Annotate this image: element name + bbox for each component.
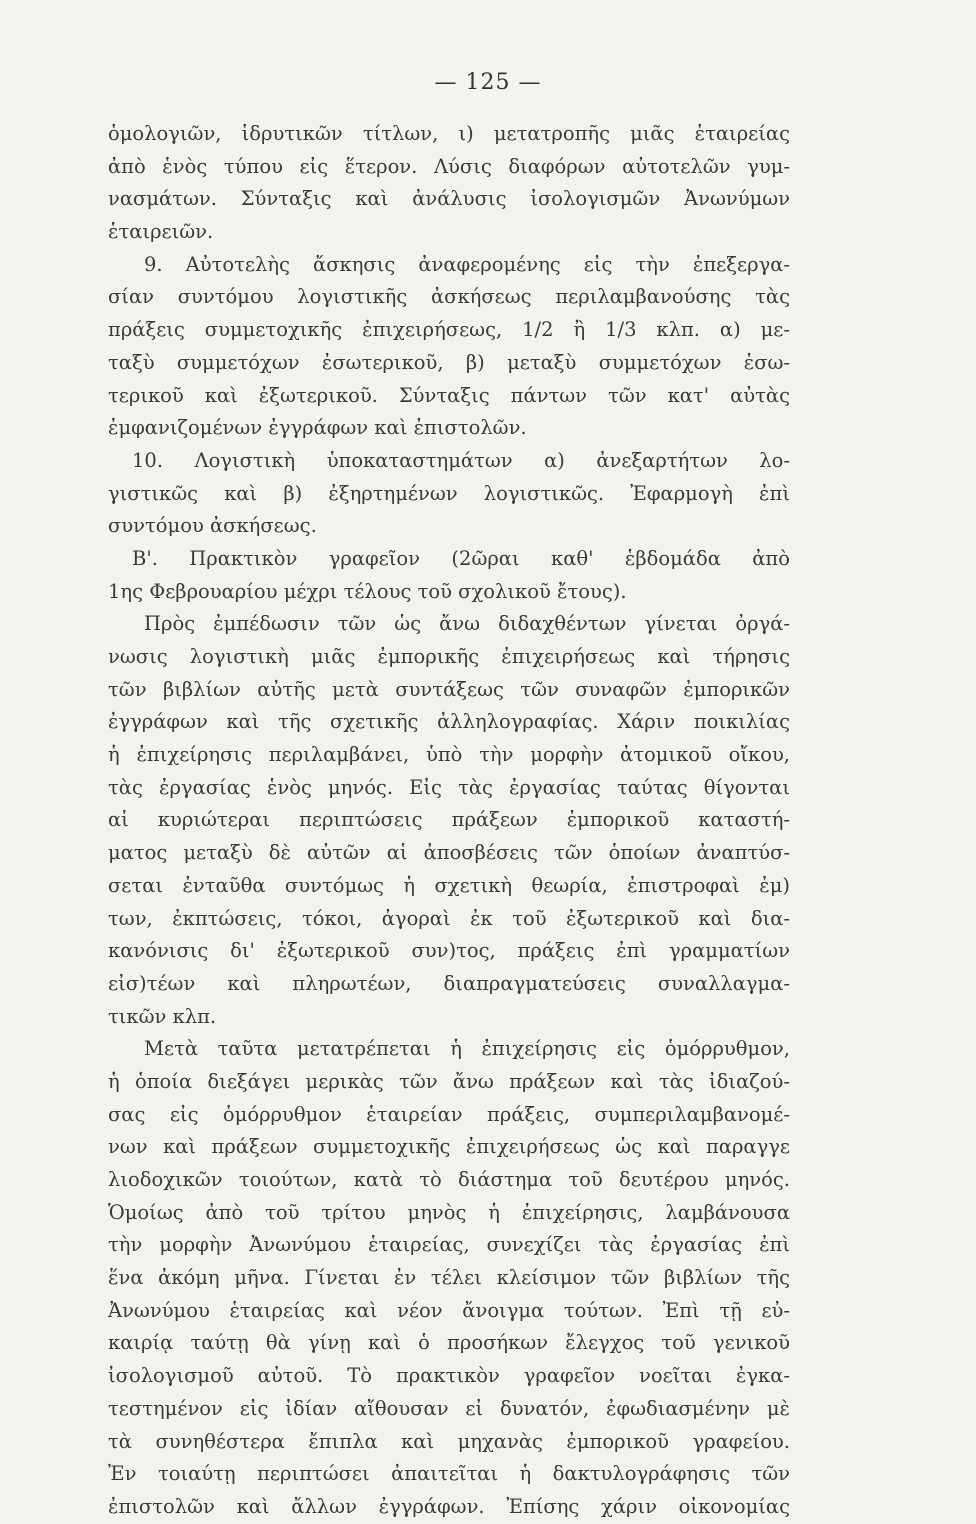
text-line: τεστημένον εἰς ἰδίαν αἴθουσαν εἰ δυνατόν, ἐφωδιασμένην μὲ — [108, 1396, 790, 1420]
text-line: σας εἰς ὁμόρρυθμον ἑταιρείαν πράξεις, συμπεριλαμβανομέ- — [108, 1102, 790, 1126]
text-line: ὁμολογιῶν, ἱδρυτικῶν τίτλων, ι) μετατροπῆς μιᾶς ἑταιρείας — [108, 122, 790, 145]
text-line: ἐπιστολῶν καὶ ἄλλων ἐγγράφων. Ἐπίσης χάριν οἰκονομίας — [108, 1494, 790, 1518]
text-line: των, ἐκπτώσεις, τόκοι, ἀγοραὶ ἐκ τοῦ ἐξωτερικοῦ καὶ δια- — [108, 906, 790, 930]
text-line: ἰσολογισμοῦ αὐτοῦ. Τὸ πρακτικὸν γραφεῖον νοεῖται ἐγκα- — [108, 1364, 790, 1388]
text-line: 10. Λογιστικὴ ὑποκαταστημάτων α) ἀνεξαρτήτων λο- — [132, 448, 790, 472]
text-line: νωσις λογιστικὴ μιᾶς ἐμπορικῆς ἐπιχειρήσεως καὶ τήρησις — [108, 645, 790, 668]
text-line: ἑταιρειῶν. — [108, 220, 214, 244]
text-line: σεται ἐνταῦθα συντόμως ἡ σχετικὴ θεωρία, ἐπιστροφαὶ ἐμ) — [108, 873, 790, 897]
text-line: αἱ κυριώτεραι περιπτώσεις πράξεων ἐμπορικοῦ καταστή- — [108, 808, 790, 832]
text-line: Ἀνωνύμου ἑταιρείας καὶ νέον ἄνοιγμα τούτων. Ἐπὶ τῇ εὐ- — [108, 1298, 790, 1322]
text-line: γιστικῶς καὶ β) ἐξηρτημένων λογιστικῶς. Ἐφαρμογὴ ἐπὶ — [108, 481, 790, 505]
text-line: τῶν βιβλίων αὐτῆς μετὰ συντάξεως τῶν συναφῶν ἐμπορικῶν — [108, 677, 790, 701]
text-line: πράξεις συμμετοχικῆς ἐπιχειρήσεως, 1/2 ἢ 1/3 κλπ. α) με- — [108, 318, 790, 342]
text-line: Β'. Πρακτικὸν γραφεῖον (2ῶραι καθ' ἑβδομάδα ἀπὸ — [132, 546, 790, 570]
text-line: Ἐν τοιαύτῃ περιπτώσει ἀπαιτεῖται ἡ δακτυλογράφησις τῶν — [108, 1462, 790, 1486]
text-line: εἰσ)τέων καὶ πληρωτέων, διαπραγματεύσεις συναλλαγμα- — [108, 971, 790, 995]
text-line: ἐμφανιζομένων ἐγγράφων καὶ ἐπιστολῶν. — [108, 416, 527, 440]
text-line: ἡ ὁποία διεξάγει μερικὰς τῶν ἄνω πράξεων καὶ τὰς ἰδιαζού- — [108, 1069, 790, 1093]
text-line: λιοδοχικῶν τοιούτων, κατὰ τὸ διάστημα τοῦ δευτέρου μηνός. — [108, 1168, 790, 1191]
page-number: — 125 — — [434, 70, 542, 95]
text-line: ἡ ἐπιχείρησις περιλαμβάνει, ὑπὸ τὴν μορφὴν ἀτομικοῦ οἴκου, — [108, 743, 790, 767]
body-text — [108, 118, 790, 1524]
text-line: τερικοῦ καὶ ἐξωτερικοῦ. Σύνταξις πάντων τῶν κατ' αὐτὰς — [108, 383, 790, 407]
text-line: συντόμου ἀσκήσεως. — [108, 514, 317, 538]
text-line: νων καὶ πράξεων συμμετοχικῆς ἐπιχειρήσεως ὡς καὶ παραγγε — [108, 1135, 790, 1159]
text-line: ἕνα ἀκόμη μῆνα. Γίνεται ἐν τέλει κλείσιμον τῶν βιβλίων τῆς — [108, 1266, 790, 1290]
text-line: καιρίᾳ ταύτῃ θὰ γίνῃ καὶ ὁ προσήκων ἔλεγχος τοῦ γενικοῦ — [108, 1331, 790, 1355]
text-line: τὴν μορφὴν Ἀνωνύμου ἑταιρείας, συνεχίζει τὰς ἐργασίας ἐπὶ — [108, 1233, 790, 1257]
text-line: Ὁμοίως ἀπὸ τοῦ τρίτου μηνὸς ἡ ἐπιχείρησις, λαμβάνουσα — [108, 1200, 790, 1224]
text-line: κανόνισις δι' ἐξωτερικοῦ συν)τος, πράξεις ἐπὶ γραμματίων — [108, 939, 790, 963]
text-line: Μετὰ ταῦτα μετατρέπεται ἡ ἐπιχείρησις εἰς ὁμόρρυθμον, — [144, 1037, 790, 1061]
text-line: 9. Αὐτοτελὴς ἄσκησις ἀναφερομένης εἰς τὴν ἐπεξεργα- — [144, 252, 790, 276]
text-line: τὰς ἐργασίας ἑνὸς μηνός. Εἰς τὰς ἐργασίας ταύτας θίγονται — [108, 775, 790, 799]
text-line: σίαν συντόμου λογιστικῆς ἀσκήσεως περιλαμβανούσης τὰς — [108, 285, 790, 309]
text-line: ἀπὸ ἑνὸς τύπου εἰς ἕτερον. Λύσις διαφόρων αὐτοτελῶν γυμ- — [108, 154, 790, 178]
text-line: τικῶν κλπ. — [108, 1004, 217, 1028]
text-line: νασμάτων. Σύνταξις καὶ ἀνάλυσις ἰσολογισμῶν Ἀνωνύμων — [108, 187, 790, 211]
text-line: 1ης Φεβρουαρίου μέχρι τέλους τοῦ σχολικοῦ ἔτους). — [108, 579, 627, 603]
text-line: Πρὸς ἐμπέδωσιν τῶν ὡς ἄνω διδαχθέντων γίνεται ὀργά- — [144, 612, 790, 636]
text-line: ἐγγράφων καὶ τῆς σχετικῆς ἀλληλογραφίας. Χάριν ποικιλίας — [108, 710, 790, 734]
text-line: τὰ συνηθέστερα ἔπιπλα καὶ μηχανὰς ἐμπορικοῦ γραφείου. — [108, 1429, 790, 1453]
text-line: ταξὺ συμμετόχων ἐσωτερικοῦ, β) μεταξὺ συμμετόχων ἐσω- — [108, 350, 790, 374]
text-line: ματος μεταξὺ δὲ αὐτῶν αἱ ἀποσβέσεις τῶν ὁποίων ἀναπτύσ- — [108, 841, 790, 865]
